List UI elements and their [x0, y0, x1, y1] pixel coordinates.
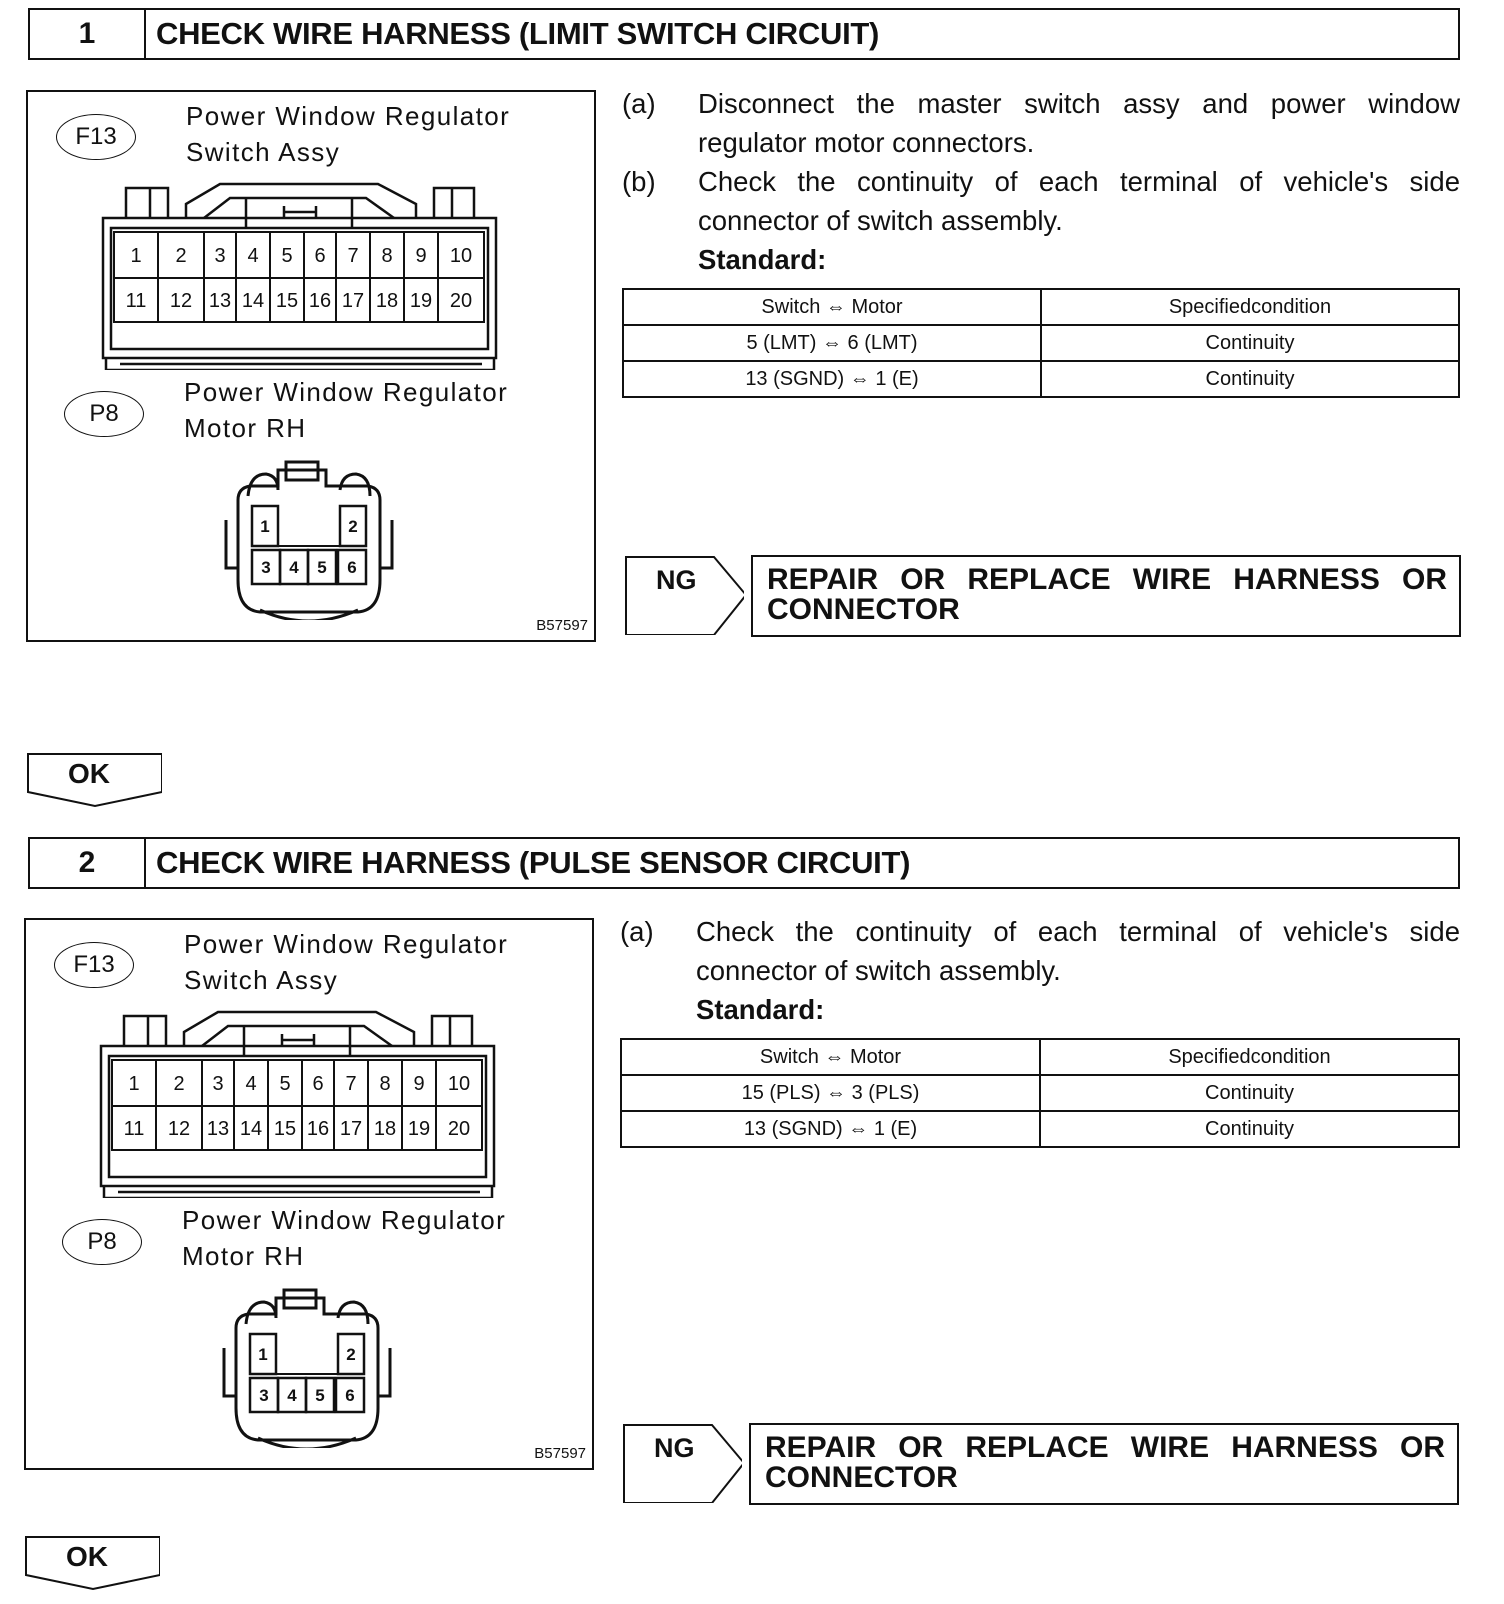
table-header: Specifiedcondition: [1041, 289, 1459, 325]
table-row: [623, 361, 1459, 397]
ng-action-word: REPAIR: [767, 563, 879, 596]
connector-code-badge: F13: [54, 942, 134, 988]
connector-name-line1: Power Window Regulator: [184, 377, 509, 407]
connector-name: [184, 374, 508, 446]
connector-name: [184, 926, 508, 998]
step-number: 2: [30, 839, 146, 887]
ng-action-box: [751, 555, 1461, 637]
ng-action-line1: [767, 565, 1447, 595]
ng-label: NG: [656, 565, 697, 595]
pin-number: 17: [341, 290, 365, 312]
instruction-text-line2: connector of switch assembly.: [696, 955, 1061, 986]
pin-number: 6: [312, 1073, 324, 1095]
pin-number: 14: [239, 1118, 263, 1140]
ng-action-word: WIRE: [1130, 1431, 1210, 1464]
table-cell: 15 (PLS) ⇔ 3 (PLS): [621, 1075, 1040, 1111]
pin-number: 2: [175, 245, 187, 267]
connector-name-line2: Motor RH: [184, 413, 307, 443]
pin-number: 16: [306, 1118, 330, 1140]
pin-number: 16: [308, 290, 332, 312]
connector-name-line2: Switch Assy: [186, 137, 341, 167]
table-cell: Continuity: [1041, 361, 1459, 397]
pin-number: 9: [413, 1073, 425, 1095]
table-header-row: [621, 1039, 1459, 1075]
pin-number: 2: [348, 517, 358, 536]
pin-number: 4: [287, 1386, 297, 1405]
pin-number: 18: [373, 1118, 397, 1140]
ng-action-word: REPLACE: [965, 1431, 1109, 1464]
pin-number: 1: [260, 517, 270, 536]
connector-code-badge: P8: [62, 1219, 142, 1265]
pin-number: 8: [381, 245, 393, 267]
ng-label: NG: [654, 1433, 695, 1463]
switch-connector-diagram: [96, 1008, 536, 1198]
step-1-header: [28, 8, 1460, 60]
pin-number: 2: [173, 1073, 185, 1095]
pin-number: 3: [261, 558, 271, 577]
table-row: [623, 325, 1459, 361]
pin-number: 20: [449, 290, 473, 312]
ng-action-word: OR: [898, 1431, 944, 1464]
step-title: CHECK WIRE HARNESS (LIMIT SWITCH CIRCUIT): [156, 16, 880, 51]
step-title: CHECK WIRE HARNESS (PULSE SENSOR CIRCUIT): [156, 845, 911, 880]
instruction-b: [622, 162, 1460, 242]
pin-number: 5: [317, 558, 327, 577]
pin-number: 3: [214, 245, 226, 267]
instruction-text-line1: Check the continuity of each terminal of vehicle's side: [698, 166, 1460, 197]
pin-number: 10: [449, 245, 473, 267]
table-header: Switch ⇔ Motor: [621, 1039, 1040, 1075]
pin-number: 12: [169, 290, 193, 312]
switch-pin-grid: [114, 232, 484, 322]
switch-pin-grid: [112, 1060, 482, 1150]
pin-number: 18: [375, 290, 399, 312]
pin-number: 13: [206, 1118, 230, 1140]
ng-action-box: [749, 1423, 1459, 1505]
standard-label: Standard:: [698, 244, 827, 275]
pin-number: 4: [289, 558, 299, 577]
connector-name-line1: Power Window Regulator: [184, 929, 509, 959]
pin-number: 1: [258, 1345, 268, 1364]
pin-number: 19: [407, 1118, 431, 1140]
pin-number: 1: [128, 1073, 140, 1095]
spec-table: [622, 288, 1460, 398]
pin-number: 15: [273, 1118, 297, 1140]
connector-figure: [24, 918, 594, 1470]
pin-number: 12: [167, 1118, 191, 1140]
table-header-row: [623, 289, 1459, 325]
pin-number: 5: [279, 1073, 291, 1095]
switch-connector-diagram: [98, 180, 538, 370]
table-cell: 5 (LMT) ⇔ 6 (LMT): [623, 325, 1041, 361]
connector-name-line1: Power Window Regulator: [186, 101, 511, 131]
connector-name-line2: Switch Assy: [184, 965, 339, 995]
table-cell: Continuity: [1041, 325, 1459, 361]
connector-name-line2: Motor RH: [182, 1241, 305, 1271]
ng-action-word: WIRE: [1132, 563, 1212, 596]
pin-number: 5: [315, 1386, 325, 1405]
motor-connector-diagram: [218, 460, 408, 620]
pin-number: 14: [241, 290, 265, 312]
ng-action-word: OR: [1399, 1431, 1445, 1464]
ok-label: OK: [68, 758, 110, 789]
connector-name: [186, 98, 510, 170]
ng-action-line1: [765, 1433, 1445, 1463]
pin-number: 4: [247, 245, 259, 267]
motor-connector-diagram: [216, 1288, 406, 1448]
table-row: [621, 1075, 1459, 1111]
table-cell: Continuity: [1040, 1111, 1459, 1147]
ng-action-line2: CONNECTOR: [767, 593, 960, 626]
instruction-label: (a): [622, 88, 656, 119]
ng-action-word: OR: [1401, 563, 1447, 596]
pin-number: 2: [346, 1345, 356, 1364]
table-row: [621, 1111, 1459, 1147]
instruction-label: (b): [622, 166, 656, 197]
connector-name: [182, 1202, 506, 1274]
connector-code-badge: F13: [56, 114, 136, 160]
table-cell: 13 (SGND) ⇔ 1 (E): [623, 361, 1041, 397]
pin-number: 8: [379, 1073, 391, 1095]
instruction-text-line1: Disconnect the master switch assy and power window: [698, 88, 1460, 119]
pin-number: 6: [314, 245, 326, 267]
ng-action-word: HARNESS: [1231, 1431, 1378, 1464]
table-cell: 13 (SGND) ⇔ 1 (E): [621, 1111, 1040, 1147]
pin-number: 13: [208, 290, 232, 312]
instruction-text-line1: Check the continuity of each terminal of vehicle's side: [696, 916, 1460, 947]
table-cell: Continuity: [1040, 1075, 1459, 1111]
motor-pin-grid: [252, 506, 366, 584]
pin-number: 20: [447, 1118, 471, 1140]
pin-number: 9: [415, 245, 427, 267]
table-header: Specifiedcondition: [1040, 1039, 1459, 1075]
ng-action-word: OR: [900, 563, 946, 596]
connector-figure: [26, 90, 596, 642]
pin-number: 3: [212, 1073, 224, 1095]
pin-number: 10: [447, 1073, 471, 1095]
ng-action-word: HARNESS: [1233, 563, 1380, 596]
instruction-label: (a): [620, 916, 654, 947]
ng-action-word: REPLACE: [967, 563, 1111, 596]
pin-number: 19: [409, 290, 433, 312]
spec-table: [620, 1038, 1460, 1148]
motor-pin-grid: [250, 1334, 364, 1412]
pin-number: 4: [245, 1073, 257, 1095]
standard-label: Standard:: [696, 994, 825, 1025]
connector-name-line1: Power Window Regulator: [182, 1205, 507, 1235]
table-header: Switch ⇔ Motor: [623, 289, 1041, 325]
step-number: 1: [30, 10, 146, 58]
ok-label: OK: [66, 1541, 108, 1572]
pin-number: 11: [123, 1118, 145, 1140]
pin-number: 15: [275, 290, 299, 312]
figure-id: B57597: [536, 617, 588, 634]
figure-id: B57597: [534, 1445, 586, 1462]
pin-number: 3: [259, 1386, 269, 1405]
instruction-text-line2: connector of switch assembly.: [698, 205, 1063, 236]
pin-number: 17: [339, 1118, 363, 1140]
instruction-a: [622, 84, 1460, 164]
pin-number: 1: [130, 245, 142, 267]
step-2-header: [28, 837, 1460, 889]
pin-number: 7: [347, 245, 359, 267]
connector-code-badge: P8: [64, 391, 144, 437]
pin-number: 6: [347, 558, 357, 577]
pin-number: 6: [345, 1386, 355, 1405]
instruction-a: [620, 912, 1460, 992]
pin-number: 7: [345, 1073, 357, 1095]
pin-number: 5: [281, 245, 293, 267]
ng-action-word: REPAIR: [765, 1431, 877, 1464]
ng-action-line2: CONNECTOR: [765, 1461, 958, 1494]
pin-number: 11: [125, 290, 147, 312]
instruction-text-line2: regulator motor connectors.: [698, 127, 1035, 158]
